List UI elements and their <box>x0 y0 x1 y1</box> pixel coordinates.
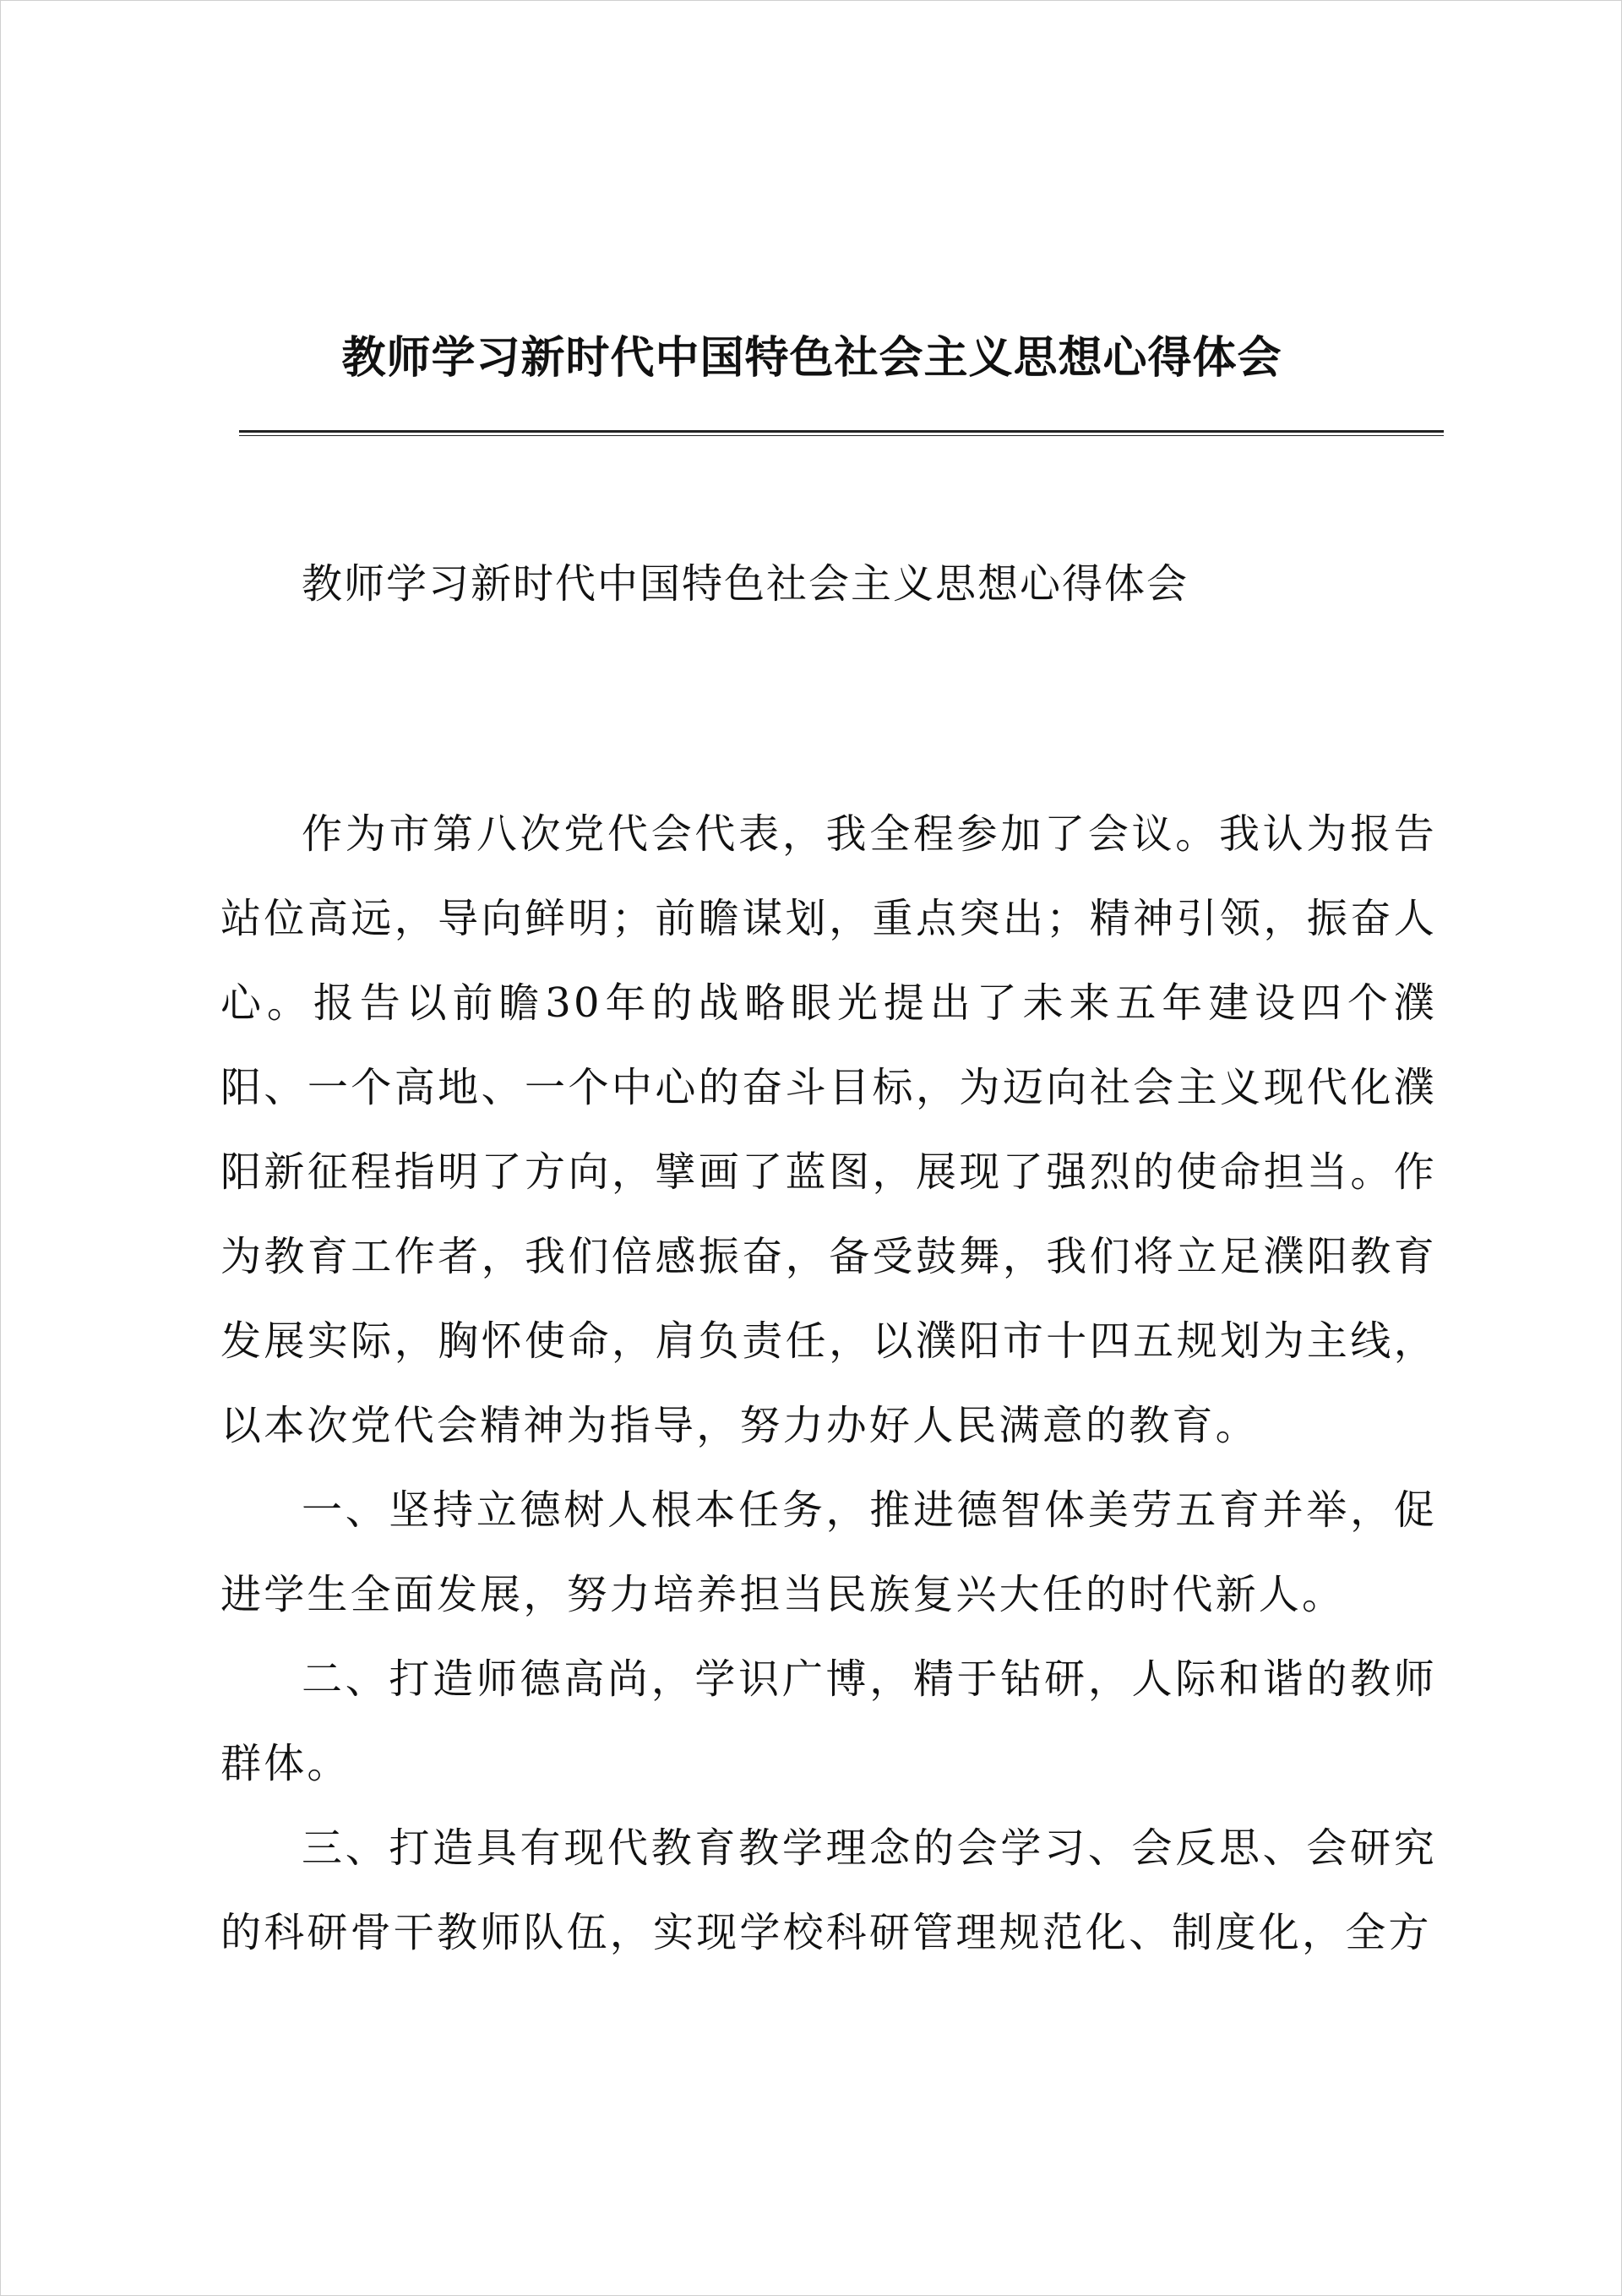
document-subtitle: 教师学习新时代中国特色社会主义思想心得体会 <box>302 560 1189 608</box>
document-body <box>220 542 1437 1975</box>
paragraph: 三、打造具有现代教育教学理念的会学习、会反思、会研究的科研骨干教师队伍，实现学校科研管理规范化、制度化，全方 <box>220 1824 1437 1956</box>
paragraph: 作为市第八次党代会代表，我全程参加了会议。我认为报告站位高远，导向鲜明；前瞻谋划，重点突出；精神引领，振奋人心。报告以前瞻30年的战略眼光提出了未来五年建设四个濮阳、一个高地、一个中心的奋斗目标，为迈向社会主义现代化濮阳新征程指明了方向，擘画了蓝图，展现了强烈的使命担当。作为教育工作者，我们倍感振奋，备受鼓舞，我们将立足濮阳教育发展实际，胸怀使命，肩负责任，以濮阳市十四五规划为主线，以本次党代会精神为指导，努力办好人民满意的教育。 <box>220 810 1437 1449</box>
header-divider <box>239 430 1444 436</box>
paragraph: 一、坚持立德树人根本任务，推进德智体美劳五育并举，促进学生全面发展，努力培养担当民族复兴大任的时代新人。 <box>220 1486 1437 1618</box>
header-title: 教师学习新时代中国特色社会主义思想心得体会 <box>341 332 1282 384</box>
paragraph: 二、打造师德高尚，学识广博，精于钻研，人际和谐的教师群体。 <box>220 1655 1437 1787</box>
